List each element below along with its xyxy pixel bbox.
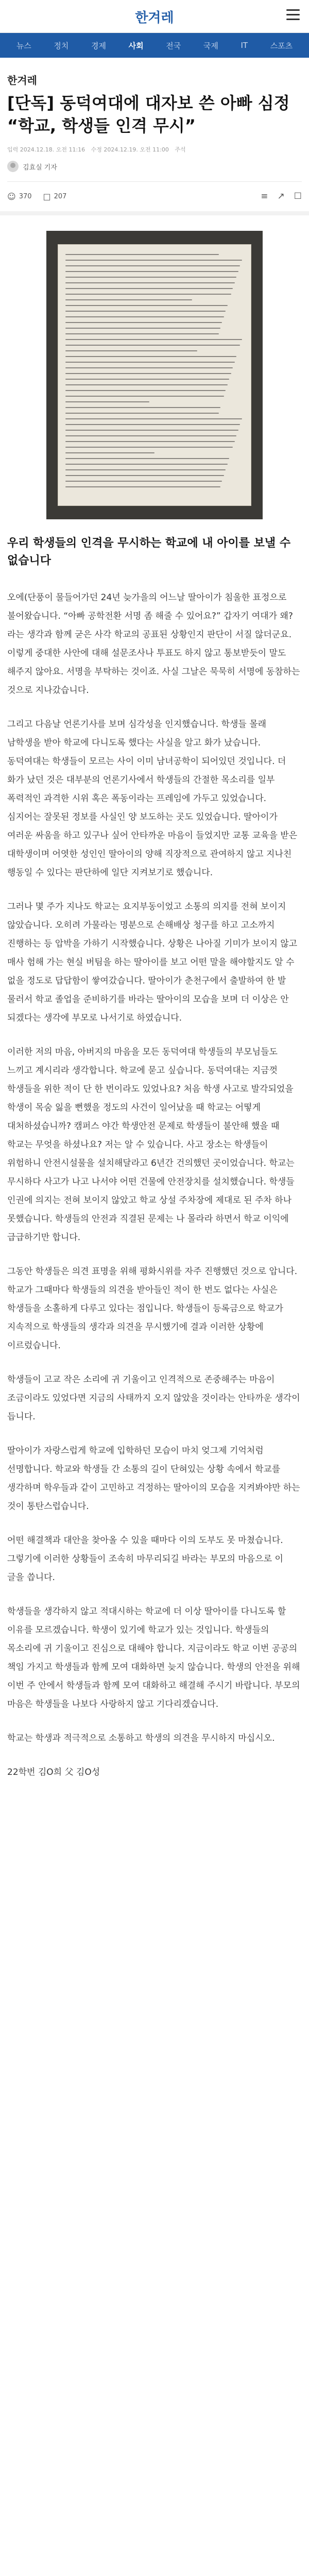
- category-nav: [0, 33, 309, 58]
- handwriting-line: [65, 311, 226, 312]
- handwriting-line: [65, 481, 222, 482]
- handwriting-line: [65, 390, 226, 391]
- paragraph: 그리고 다음날 언론기사를 보며 심각성을 인지했습니다. 학생들 몰래 남학생을 받아 학교에 다니도록 했다는 사실을 알고 화가 났습니다. 동덕여대는 학생들이 모르는 사이 이미 남녀공학이 되어있던 것입니다. 더 화가 났던 것은 대부분의 언론기사에서 학생들의 간절한 목소리를 일부 폭력적인 과격한 시위 혹은 폭동이라는 프레임에 가두고 있었습니다. 심지어는 잘못된 정보를 사실인 양 보도하는 곳도 있었습니다. 딸아이가 여러운 싸움을 하고 있구나 싶어 안타까운 마음이 들었지만 교통 교육을 받은 대학생이며 어엿한 성인인 딸아이의 양해 직장적으로 관여하지 않고 지나친 행동일 수 있다는 판단하에 일단 지켜보기로 했습니다.: [7, 719, 298, 878]
- section-divider: [0, 211, 309, 215]
- comment-count: 207: [54, 192, 67, 200]
- handwriting-line: [65, 271, 238, 272]
- handwriting-line: [65, 379, 229, 380]
- article-stat: 주석: [175, 146, 186, 153]
- share-icon[interactable]: ↗: [277, 191, 285, 201]
- paragraph: 어떤 해결책과 대안을 찾아올 수 있을 때마다 이의 도부도 못 마쳤습니다. 그렇기에 이러한 상황들이 조속히 마무리되길 바라는 부모의 마음으로 이 글을 씁니다.: [7, 1535, 283, 1583]
- handwriting-line: [65, 265, 240, 266]
- byline[interactable]: [7, 161, 57, 172]
- comment-icon: □: [43, 191, 51, 201]
- handwriting-line: [65, 260, 242, 261]
- handwriting-line: [65, 458, 229, 459]
- article-actions: [7, 189, 302, 204]
- handwriting-line: [65, 294, 231, 295]
- handwriting-line: [65, 475, 224, 476]
- reporter-avatar: [7, 161, 19, 172]
- divider: [7, 181, 302, 182]
- handwriting-line: [65, 441, 235, 442]
- signature: 22학번 김O희 父 김O성: [7, 1767, 100, 1777]
- handwriting-line: [65, 282, 235, 283]
- handwriting-line: [65, 333, 219, 334]
- handwriting-line: [65, 452, 154, 453]
- handwriting-line: [65, 322, 222, 323]
- comment-button[interactable]: [43, 192, 67, 201]
- paragraph: 학생들을 생각하지 않고 적대시하는 학교에 더 이상 딸아이를 다니도록 할 이유를 모르겠습니다. 학생이 있기에 학교가 있는 것입니다. 학생들의 목소리에 귀 기울이고 진심으로 대해야 합니다. 지금이라도 학교 이번 공공의 책임 가지고 학생들과 함께 모여 대화하면 늦지 않습니다. 학생의 안전을 위해 이번 주 안에서 학생들과 함께 모여 대화하고 해결해 주시기 바랍니다. 부모의 마음은 학생들을 나보다 사랑하지 않고 기다리겠습니다.: [7, 1606, 300, 1709]
- handwriting-line: [65, 316, 224, 317]
- article-photo: [46, 231, 263, 519]
- handwriting-line: [65, 350, 197, 351]
- published-date: 입력 2024.12.18. 오전 11:16: [7, 146, 85, 153]
- like-icon: ☺: [7, 191, 16, 201]
- category-tab-it[interactable]: IT: [241, 41, 248, 50]
- paragraph: 딸아이가 자랑스럽게 학교에 입학하던 모습이 마치 엊그제 기억처럼 선명합니다. 학교와 학생들 간 소통의 길이 단혀있는 상황 속에서 학교를 생각하며 학우들과 같이 고민하고 걱정하는 딸아이의 모습을 지켜봐야만 하는 것이 통탄스럽습니다.: [7, 1446, 300, 1512]
- category-tab-news[interactable]: 뉴스: [16, 41, 31, 50]
- menu-icon[interactable]: [286, 9, 300, 21]
- section-label: 한겨레: [7, 74, 37, 87]
- handwriting-line: [65, 373, 231, 374]
- category-tab-sports[interactable]: 스포츠: [270, 41, 293, 50]
- paragraph: 오에(단풍이 물들어가던 24년 늦가을의 어느날 딸아이가 침울한 표정으로 불어왔습니다. “아빠 공학전환 서명 좀 해줄 수 있어요?” 갑자기 여대가 왜? 라는 생각과 함께 굳은 사각 학교의 공표된 상황인지 판단이 서질 않더군요. 이렇게 중대한 사안에 대해 설문조사나 투표도 하지 않고 통보받듯이 말도 해주지 않아요. 서명을 부탁하는 것이죠. 사실 그날은 묵묵히 서명에 동참하는 것으로 지나갔습니다.: [7, 592, 300, 696]
- text-size-icon[interactable]: ≡: [261, 191, 268, 201]
- updated-date: 수정 2024.12.19. 오전 11:00: [91, 146, 169, 153]
- paragraph: 그동안 학생들은 의견 표명을 위해 평화시위를 자주 진행했던 것으로 압니다. 학교가 그때마다 학생들의 의견을 받아들인 적이 한 번도 없다는 사실은 학생들을 소홀하게 다루고 있다는 점입니다. 학생들이 등록금으로 학교가 지속적으로 학생들의 생각과 의견을 무시했기에 결과 이러한 상황에 이르렀습니다.: [7, 1266, 298, 1351]
- handwriting-line: [65, 486, 220, 487]
- paragraph: 학교는 학생과 적극적으로 소통하고 학생의 의견을 무시하지 마십시오.: [7, 1733, 275, 1743]
- category-tab-national[interactable]: 전국: [166, 41, 181, 50]
- handwriting-line: [65, 418, 242, 419]
- category-tab-international[interactable]: 국제: [203, 41, 218, 50]
- article-body: [7, 535, 302, 1797]
- category-tab-society[interactable]: 사회: [128, 41, 144, 50]
- handwriting-line: [65, 447, 233, 448]
- reporter-name: 김효실 기자: [23, 163, 57, 172]
- handwriting-line: [65, 299, 192, 300]
- handwriting-line: [65, 396, 224, 397]
- article-tools: [251, 191, 302, 201]
- handwriting-line: [65, 367, 233, 368]
- handwritten-letter-image: [58, 244, 251, 506]
- handwriting-line: [65, 407, 220, 408]
- handwriting-line: [65, 469, 226, 470]
- category-tab-politics[interactable]: 정치: [54, 41, 69, 50]
- handwriting-line: [65, 413, 219, 414]
- handwriting-line: [65, 384, 228, 385]
- handwriting-line: [65, 345, 240, 346]
- handwriting-line: [65, 356, 236, 357]
- top-bar: [0, 0, 309, 33]
- article-dates: [7, 145, 306, 154]
- like-button[interactable]: [7, 192, 32, 201]
- handwriting-line: [65, 305, 228, 306]
- handwriting-line: [65, 435, 236, 436]
- handwriting-line: [65, 277, 236, 278]
- category-tab-economy[interactable]: 경제: [91, 41, 107, 50]
- handwriting-line: [65, 288, 233, 289]
- handwriting-line: [65, 254, 219, 255]
- paragraph: 이러한 저의 마음, 아버지의 마음을 모든 동덕여대 학생들의 부모님들도 느끼고 계시리라 생각합니다. 학교에 묻고 싶습니다. 동덕여대는 지금껏 학생들을 위한 적이 단 한 번이라도 있었나요? 처음 학생 사고로 발각되었을 학생이 목숨 잃을 뻔했을 정도의 사건이 일어났을 때 학교는 어떻게 대처하셨습니까? 캠퍼스 야간 학생안전 문제로 학생들이 불안해 했을 때 학교는 무엇을 하셨나요? 저는 알 수 있습니다. 사고 장소는 학생들이 위험하니 안전시설물을 설치해달라고 6년간 건의했던 곳이었습니다. 학교는 무시하다 사고가 나고 나서야 어떤 건물에 안전장치를 설치했습니다. 학생들 인권에 의지는 전혀 보이지 않았고 학교 상설 주차장에 제대로 된 주차 하나 못했습니다. 학생들의 안전과 직결된 문제는 나 몰라라 하면서 학교 이익에 급급하기만 합니다.: [7, 1047, 295, 1243]
- brand-logo[interactable]: 한겨레: [135, 10, 174, 26]
- like-count: 370: [19, 192, 32, 200]
- article-lead: 우리 학생들의 인격을 무시하는 학교에 내 아이를 보낼 수 없습니다: [7, 537, 291, 567]
- handwriting-line: [65, 424, 240, 425]
- handwriting-line: [65, 401, 149, 402]
- handwriting-line: [65, 328, 220, 329]
- handwriting-line: [65, 430, 238, 431]
- bookmark-icon[interactable]: ☐: [294, 191, 302, 201]
- handwriting-line: [65, 464, 228, 465]
- handwriting-line: [65, 339, 242, 340]
- article-headline: [단독] 동덕여대에 대자보 쓴 아빠 심정 “학교, 학생들 인격 무시”: [7, 93, 290, 135]
- paragraph: 그러나 몇 주가 지나도 학교는 요지부동이었고 소통의 의지를 전혀 보이지 않았습니다. 오히려 가물라는 명분으로 손해배상 청구를 하고 고소까지 진행하는 등 압박을 가하기 시작했습니다. 상황은 나아질 기미가 보이지 않고 매사 험해 가는 현실 버팀을 하는 딸아이를 보고 어떤 말을 해야할지도 알 수 없을 정도로 답답함이 쌓여갔습니다. 딸아이가 춘천구에서 출발하여 한 발 물러서 학교 졸업을 준비하기를 바라는 딸아이의 모습을 보며 더 이상은 안 되겠다는 생각에 부모로 나서기로 하였습니다.: [7, 902, 298, 1023]
- paragraph: 학생들이 고교 작은 소리에 귀 기울이고 인격적으로 존중해주는 마음이 조금이라도 있었다면 지금의 사태까지 오지 않았을 것이라는 안타까운 생각이 듭니다.: [7, 1375, 300, 1422]
- handwriting-line: [65, 362, 235, 363]
